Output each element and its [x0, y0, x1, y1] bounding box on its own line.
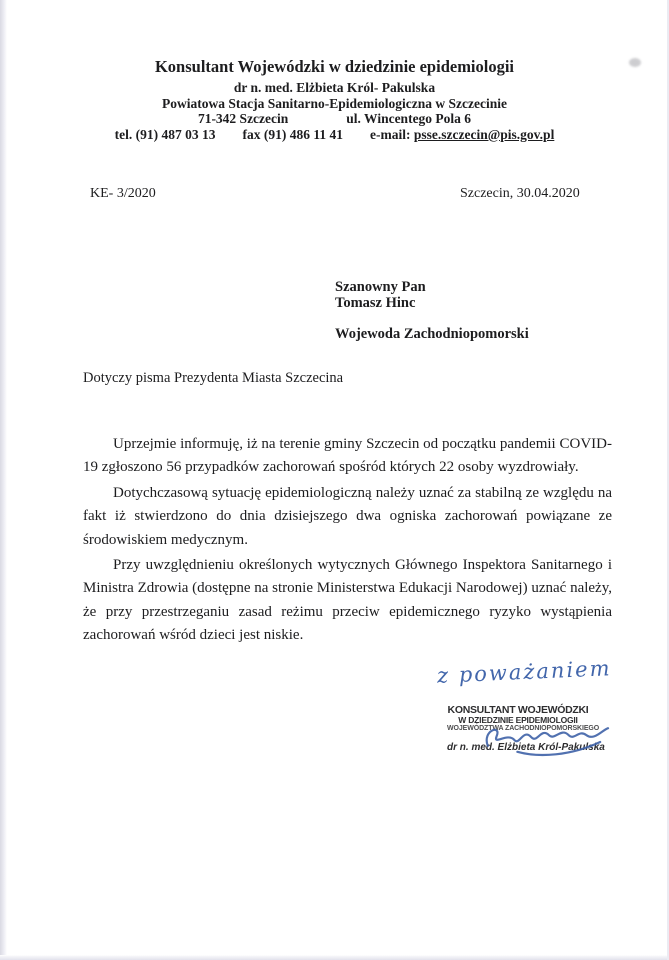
reference-number: KE- 3/2020	[90, 186, 156, 201]
letterhead-contact-row	[0, 127, 669, 143]
letterhead-street: ul. Wincentego Pola 6	[346, 111, 472, 126]
stamp-line-1: KONSULTANT WOJEWÓDZKI	[447, 704, 589, 716]
stamp-consultant-name: dr n. med. Elżbieta Król-Pakulska	[447, 742, 605, 753]
scan-edge-left	[0, 0, 7, 960]
letterhead-postal-city: 71-342 Szczecin	[197, 111, 289, 126]
scan-edge-bottom	[0, 955, 669, 960]
stamp-line-3: WOJEWÓDZTWA ZACHODNIOPOMORSKIEGO	[447, 725, 600, 732]
addressee-title: Wojewoda Zachodniopomorski	[335, 326, 529, 342]
letterhead-telephone: tel. (91) 487 03 13	[114, 126, 216, 142]
letter-body	[83, 433, 612, 650]
addressee-salutation: Szanowny Pan	[335, 279, 426, 295]
letterhead-consultant-name: dr n. med. Elżbieta Król- Pakulska	[233, 80, 436, 95]
handwritten-signature-icon	[474, 716, 612, 766]
subject-line: Dotyczy pisma Prezydenta Miasta Szczecina	[83, 370, 344, 386]
letterhead-title: Konsultant Wojewódzki w dziedzinie epidemiologii	[154, 57, 515, 76]
letterhead-email-group	[370, 127, 554, 143]
letterhead	[0, 56, 669, 142]
email-address: psse.szczecin@pis.gov.pl	[413, 126, 555, 142]
email-label: e-mail:	[370, 126, 411, 142]
letterhead-fax: fax (91) 486 11 41	[242, 126, 344, 142]
addressee-block	[335, 279, 529, 342]
handwritten-closing: z poważaniem	[436, 656, 612, 688]
stamp-line-2: W DZIEDZINIE EPIDEMIOLOGII	[458, 715, 578, 725]
letterhead-station-name: Powiatowa Stacja Sanitarno-Epidemiologiczna w Szczecinie	[162, 95, 507, 111]
body-paragraph-1: Uprzejmie informuję, iż na terenie gminy Szczecin od początku pandemii COVID-19 zgłoszono 56 przypadków zachorowań spośród których 22 osoby wyzdrowiały.	[83, 436, 612, 476]
letterhead-address-row	[0, 111, 669, 127]
addressee-name: Tomasz Hinc	[335, 295, 416, 311]
place-and-date: Szczecin, 30.04.2020	[460, 186, 580, 201]
body-paragraph-2: Dotychczasową sytuację epidemiologiczną należy uznać za stabilną ze względu na fakt iż stwierdzono do dnia dzisiejszego dwa ogniska zachorowań powiązane ze środowiskiem medycznym.	[83, 484, 612, 548]
body-paragraph-3: Przy uwzględnieniu określonych wytycznych Głównego Inspektora Sanitarnego i Ministra Zdrowia (dostępne na stronie Ministerstwa Edukacji Narodowej) uznać należy, że przy przestrzeganiu zasad reżimu przeciw epidemicznego ryzyko wystąpienia zachorowań wśród dzieci jest niskie.	[83, 557, 612, 644]
